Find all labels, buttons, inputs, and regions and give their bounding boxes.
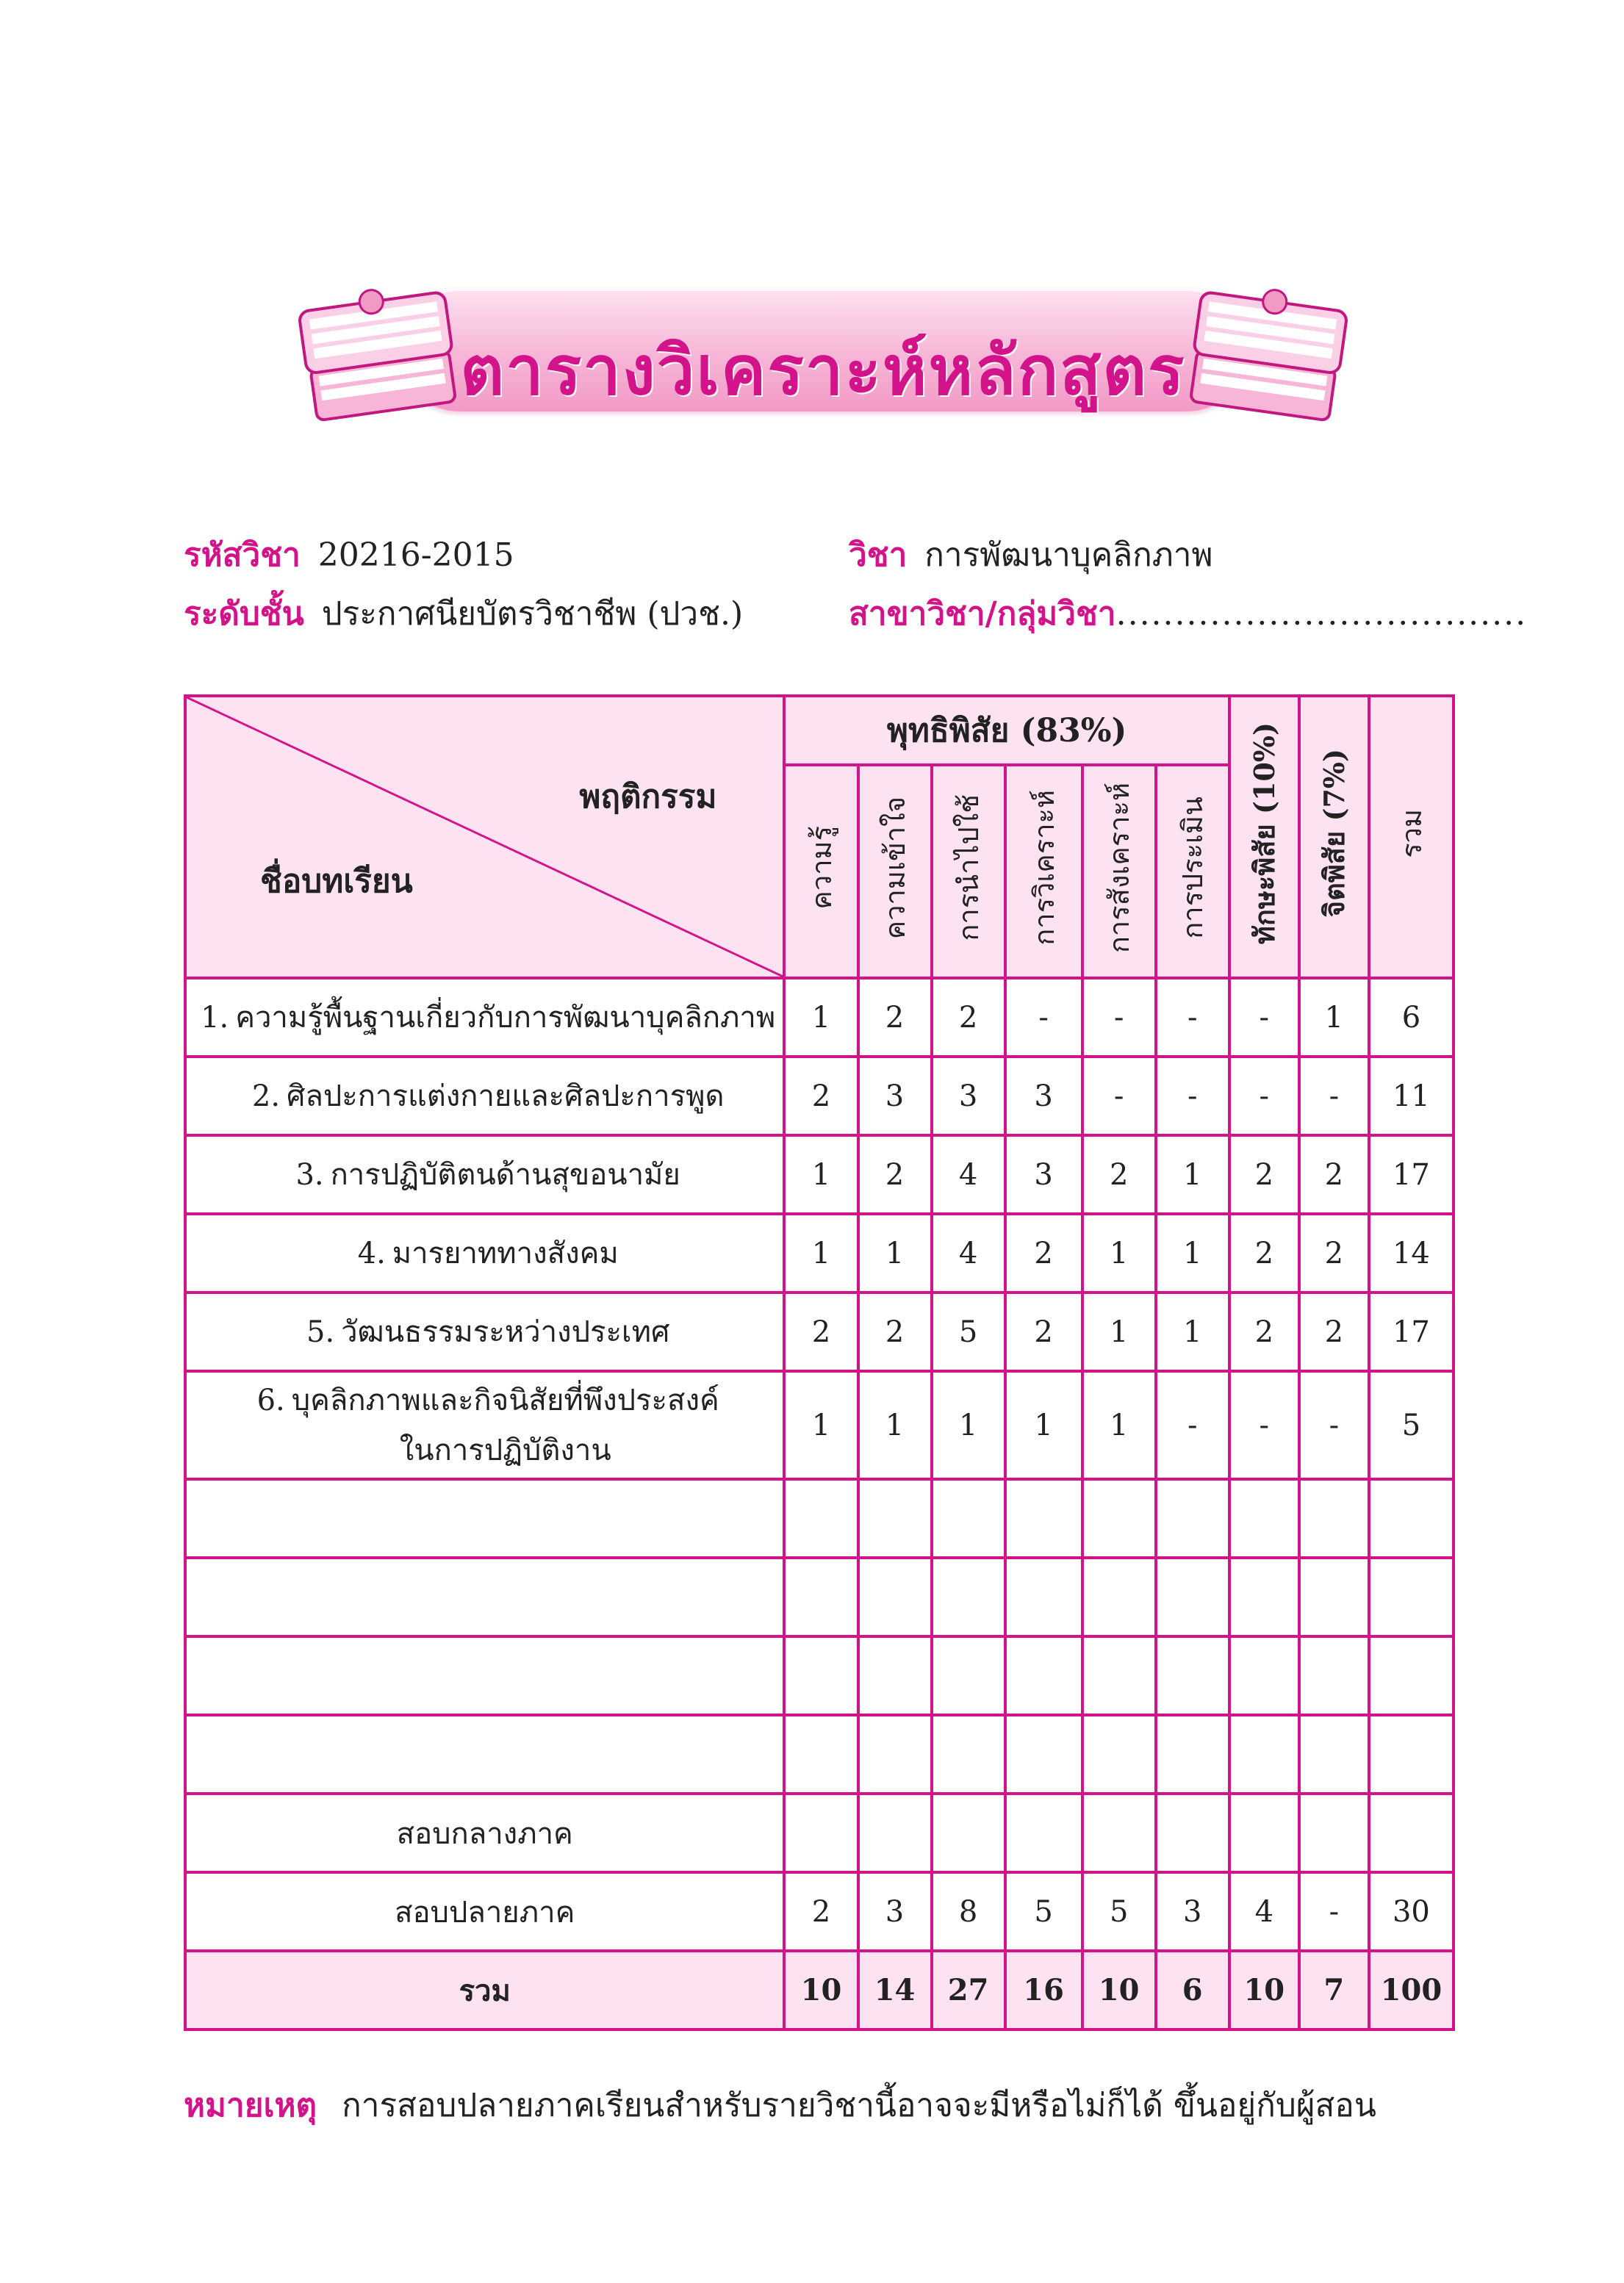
table-cell: 17 <box>1369 1135 1454 1214</box>
page-title: ตารางวิเคราะห์หลักสูตร <box>460 331 1186 410</box>
footnote-label: หมายเหตุ <box>184 2087 317 2124</box>
corner-lesson-label: ชื่อบทเรียน <box>260 863 413 900</box>
table-row <box>185 1371 1454 1479</box>
table-cell: - <box>1156 978 1229 1057</box>
table-cell: 2 <box>858 1292 932 1371</box>
skill-header-cell <box>1229 696 1299 978</box>
lesson-name-cell <box>185 1057 784 1135</box>
table-cell: 14 <box>858 1951 932 2029</box>
table-cell: 1 <box>1156 1214 1229 1292</box>
table-cell: 100 <box>1369 1951 1454 2029</box>
total-row <box>185 1951 1454 2029</box>
table-cell: 2 <box>1299 1135 1369 1214</box>
table-cell: - <box>1229 1371 1299 1479</box>
table-cell: 1 <box>932 1371 1005 1479</box>
table-cell: 16 <box>1005 1951 1082 2029</box>
course-subject-label: วิชา <box>849 536 908 574</box>
table-cell: - <box>1229 1057 1299 1135</box>
empty-table-row <box>185 1479 1454 1558</box>
subheader-cell <box>1005 765 1082 978</box>
lesson-name-cell <box>185 1214 784 1292</box>
footnote-text: การสอบปลายภาคเรียนสำหรับรายวิชานี้อาจจะมีหรือไม่ก็ได้ ขึ้นอยู่กับผู้สอน <box>342 2087 1376 2124</box>
course-branch-value: ................................... <box>1115 595 1528 633</box>
table-cell: 2 <box>1082 1135 1156 1214</box>
table-row <box>185 1135 1454 1214</box>
lesson-name: วัฒนธรรมระหว่างประเทศ <box>341 1315 670 1349</box>
lesson-number: 2. <box>251 1079 281 1113</box>
subheader-cell <box>784 765 858 978</box>
lesson-name-cell <box>185 1371 784 1479</box>
table-cell: 6 <box>1369 978 1454 1057</box>
table-row <box>185 1292 1454 1371</box>
lesson-name: ความรู้พื้นฐานเกี่ยวกับการพัฒนาบุคลิกภาพ <box>235 1000 776 1035</box>
corner-header-cell <box>185 696 784 978</box>
final-exam-label: สอบปลายภาค <box>185 1872 784 1951</box>
course-level <box>184 588 743 639</box>
table-cell: 1 <box>858 1214 932 1292</box>
lesson-name: มารยาททางสังคม <box>392 1236 619 1270</box>
table-cell: 1 <box>1005 1371 1082 1479</box>
table-cell: 5 <box>1369 1371 1454 1479</box>
table-cell: - <box>1299 1057 1369 1135</box>
table-cell: 6 <box>1156 1951 1229 2029</box>
diagonal-divider <box>187 697 783 977</box>
lesson-name: การปฏิบัติตนด้านสุขอนามัย <box>330 1157 680 1192</box>
total-header: รวม <box>1395 808 1428 858</box>
table-cell: 5 <box>1005 1872 1082 1951</box>
course-code-label: รหัสวิชา <box>184 536 301 574</box>
course-code <box>184 529 514 580</box>
course-level-value: ประกาศนียบัตรวิชาชีพ (ปวช.) <box>321 595 744 633</box>
table-cell: 2 <box>784 1292 858 1371</box>
table-cell: 5 <box>1082 1872 1156 1951</box>
title-banner <box>294 265 1352 441</box>
subheader-cell <box>932 765 1005 978</box>
table-cell: 2 <box>1005 1292 1082 1371</box>
table-cell: 1 <box>858 1371 932 1479</box>
lesson-name: ศิลปะการแต่งกายและศิลปะการพูด <box>287 1079 725 1113</box>
course-subject <box>849 529 1212 580</box>
subheader-application: การนำไปใช้ <box>952 794 985 941</box>
subheader-analysis: การวิเคราะห์ <box>1027 790 1060 946</box>
table-row <box>185 978 1454 1057</box>
midterm-label: สอบกลางภาค <box>185 1794 784 1872</box>
attitude-header: จิตพิสัย (7%) <box>1317 749 1351 918</box>
table-cell: 1 <box>1082 1214 1156 1292</box>
table-cell: 14 <box>1369 1214 1454 1292</box>
table-cell: - <box>1005 978 1082 1057</box>
table-cell: 3 <box>858 1057 932 1135</box>
table-cell: 1 <box>1299 978 1369 1057</box>
course-code-value: 20216-2015 <box>317 536 514 574</box>
table-cell: 2 <box>1229 1135 1299 1214</box>
table-cell: 1 <box>784 1135 858 1214</box>
table-cell: 1 <box>784 1371 858 1479</box>
lesson-number: 5. <box>306 1315 335 1349</box>
table-cell: - <box>1299 1872 1369 1951</box>
midterm-row <box>185 1794 1454 1872</box>
table-cell: 4 <box>932 1214 1005 1292</box>
table-cell: 2 <box>1005 1214 1082 1292</box>
table-cell: 1 <box>1082 1371 1156 1479</box>
table-cell: 2 <box>784 1872 858 1951</box>
corner-behavior-label: พฤติกรรม <box>579 778 717 816</box>
table-cell: 30 <box>1369 1872 1454 1951</box>
table-cell: 3 <box>932 1057 1005 1135</box>
table-cell: 4 <box>932 1135 1005 1214</box>
course-branch-label: สาขาวิชา/กลุ่มวิชา <box>849 595 1116 633</box>
table-cell: 1 <box>1082 1292 1156 1371</box>
table-cell: 2 <box>858 978 932 1057</box>
table-cell: 2 <box>784 1057 858 1135</box>
table-cell: 10 <box>1229 1951 1299 2029</box>
table-cell: - <box>1082 978 1156 1057</box>
table-cell: 2 <box>1299 1292 1369 1371</box>
table-cell: 11 <box>1369 1057 1454 1135</box>
lesson-name-cell <box>185 1135 784 1214</box>
table-cell: 2 <box>1229 1292 1299 1371</box>
table-cell: 2 <box>932 978 1005 1057</box>
table-cell: 27 <box>932 1951 1005 2029</box>
table-cell: 7 <box>1299 1951 1369 2029</box>
curriculum-analysis-table <box>184 694 1455 2031</box>
subheader-evaluation: การประเมิน <box>1176 797 1210 939</box>
table-cell: 1 <box>1156 1292 1229 1371</box>
table-cell: 1 <box>1156 1135 1229 1214</box>
course-branch <box>849 588 1527 639</box>
lesson-number: 4. <box>357 1236 386 1270</box>
table-cell: 3 <box>1005 1057 1082 1135</box>
table-cell: 2 <box>1299 1214 1369 1292</box>
table-cell: 1 <box>784 1214 858 1292</box>
table-cell: 5 <box>932 1292 1005 1371</box>
table-row <box>185 1214 1454 1292</box>
subheader-cell <box>858 765 932 978</box>
subheader-cell <box>1082 765 1156 978</box>
lesson-number: 6. <box>256 1383 285 1417</box>
table-cell: 10 <box>784 1951 858 2029</box>
skill-header: ทักษะพิสัย (10%) <box>1247 722 1281 945</box>
empty-table-row <box>185 1636 1454 1715</box>
table-cell: 3 <box>1156 1872 1229 1951</box>
table-cell: 2 <box>1229 1214 1299 1292</box>
table-cell: - <box>1299 1371 1369 1479</box>
table-cell: 3 <box>1005 1135 1082 1214</box>
table-cell: 2 <box>858 1135 932 1214</box>
footnote <box>184 2079 1376 2131</box>
subheader-synthesis: การสังเคราะห์ <box>1103 782 1136 954</box>
total-label: รวม <box>185 1951 784 2029</box>
cognitive-group-header: พุทธิพิสัย (83%) <box>784 696 1229 765</box>
table-header-row <box>185 696 1454 765</box>
table-cell: - <box>1082 1057 1156 1135</box>
lesson-name-continued: ในการปฏิบัติงาน <box>399 1433 611 1467</box>
subheader-cell <box>1156 765 1229 978</box>
lesson-name-cell <box>185 978 784 1057</box>
table-cell: - <box>1156 1371 1229 1479</box>
table-cell: 10 <box>1082 1951 1156 2029</box>
final-exam-row <box>185 1872 1454 1951</box>
attitude-header-cell <box>1299 696 1369 978</box>
empty-table-row <box>185 1558 1454 1636</box>
lesson-number: 1. <box>201 1000 229 1035</box>
subheader-knowledge: ความรู้ <box>805 826 838 910</box>
table-cell: 3 <box>858 1872 932 1951</box>
book-stack-icon <box>1183 265 1352 441</box>
table-cell: - <box>1156 1057 1229 1135</box>
table-cell: 4 <box>1229 1872 1299 1951</box>
table-cell: 17 <box>1369 1292 1454 1371</box>
table-cell: - <box>1229 978 1299 1057</box>
table-row <box>185 1057 1454 1135</box>
course-level-label: ระดับชั้น <box>184 595 304 633</box>
lesson-name: บุคลิกภาพและกิจนิสัยที่พึงประสงค์ <box>291 1383 719 1417</box>
subheader-comprehension: ความเข้าใจ <box>879 796 912 940</box>
lesson-name-cell <box>185 1292 784 1371</box>
lesson-number: 3. <box>295 1157 324 1192</box>
table-cell: 8 <box>932 1872 1005 1951</box>
empty-table-row <box>185 1715 1454 1794</box>
course-subject-value: การพัฒนาบุคลิกภาพ <box>924 536 1213 574</box>
total-header-cell <box>1369 696 1454 978</box>
table-cell: 1 <box>784 978 858 1057</box>
